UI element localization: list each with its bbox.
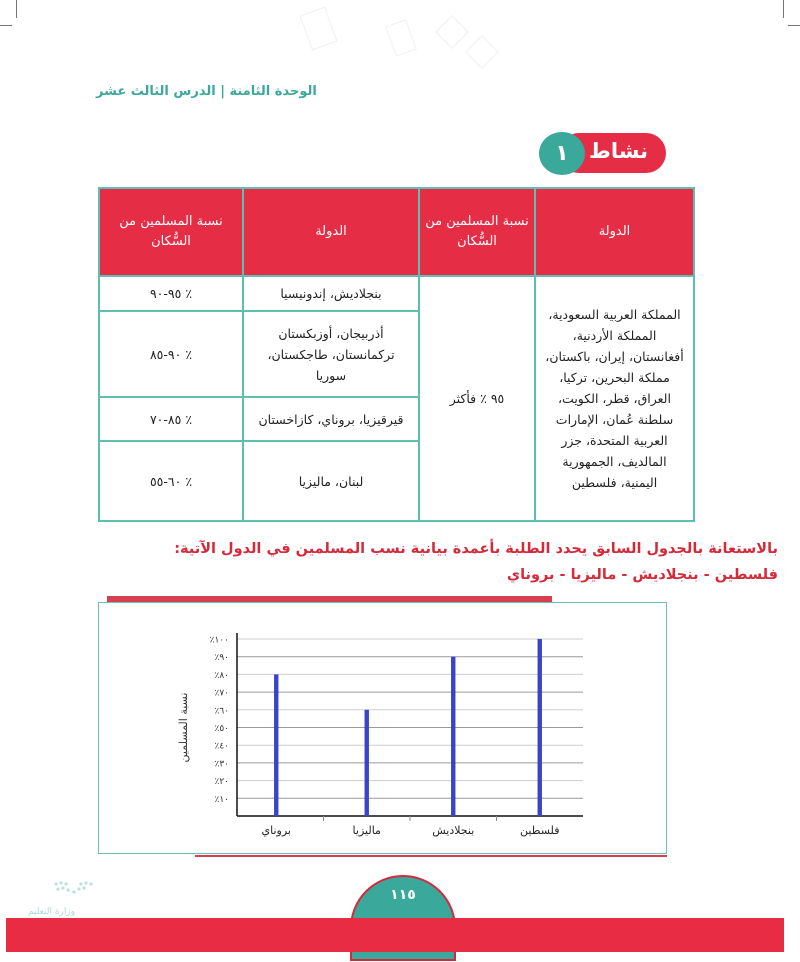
x-tick-label: فلسطين — [520, 824, 560, 837]
bar-2 — [365, 710, 369, 816]
table-header-row — [99, 188, 694, 276]
row-percentage: ٪ ٨٥-٧٠ — [99, 397, 243, 441]
bar-3 — [451, 657, 455, 816]
row-percentage: ٪ ٦٠-٥٥ — [99, 441, 243, 521]
y-tick-label: ٪٤٠ — [214, 741, 229, 752]
page-number: ١١٥ — [390, 887, 416, 903]
bar-4 — [538, 639, 542, 816]
muslim-population-table — [98, 187, 695, 522]
x-tick-label: ماليزيا — [352, 824, 381, 837]
row-percentage: ٪ ٩٥-٩٠ — [99, 276, 243, 311]
chart-frame — [98, 602, 667, 854]
crop-mark — [0, 25, 12, 26]
y-tick-label: ٪٦٠ — [214, 706, 229, 717]
activity-label: نشاط — [589, 139, 648, 163]
crop-mark — [788, 25, 800, 26]
ministry-logo-icon — [36, 878, 116, 906]
footer-bar — [6, 918, 784, 952]
activity-badge — [539, 132, 666, 175]
countries-95-plus: المملكة العربية السعودية، المملكة الأردنية، أفغانستان، إيران، باكستان، مملكة البحرين، تركيا، العراق، قطر، الكويت، سلطنة عُمان، الإمارات العربية المتحدة، جزر المالديف، الجمهورية اليمنية، فلسطين — [535, 276, 694, 521]
row-countries: بنجلاديش، إندونيسيا — [243, 276, 419, 311]
unit-lesson-title: الوحدة الثامنة | الدرس الثالث عشر — [96, 84, 317, 99]
instruction-line-1: بالاستعانة بالجدول السابق يحدد الطلبة بأعمدة بيانية نسب المسلمين في الدول الآتية: — [174, 541, 778, 557]
row-countries: لبنان، ماليزيا — [243, 441, 419, 521]
bar-chart — [99, 603, 668, 855]
decorative-shape — [435, 15, 469, 49]
y-tick-label: ٪٥٠ — [214, 724, 229, 734]
y-axis-label: نسبة المسلمين — [177, 692, 190, 763]
row-percentage: ٪ ٩٠-٨٥ — [99, 311, 243, 397]
crop-mark — [16, 0, 17, 18]
table-row — [99, 276, 694, 311]
percentage-95-plus: ٩٥ ٪ فأكثر — [419, 276, 535, 521]
activity-number: ١ — [539, 132, 585, 175]
header-percentage: نسبة المسلمين من السُّكان — [99, 188, 243, 276]
y-tick-label: ٪١٠٠ — [209, 635, 229, 646]
chart-bottom-accent-line — [195, 855, 667, 857]
y-tick-label: ٪٩٠ — [214, 653, 229, 664]
header-country: الدولة — [535, 188, 694, 276]
y-tick-label: ٪٧٠ — [214, 688, 229, 699]
x-tick-label: بروناي — [261, 824, 291, 837]
bar-1 — [274, 674, 278, 816]
header-country: الدولة — [243, 188, 419, 276]
y-tick-label: ٪٨٠ — [214, 670, 229, 681]
y-tick-label: ٪٣٠ — [214, 759, 229, 770]
y-tick-label: ٪٢٠ — [214, 777, 229, 788]
x-tick-label: بنجلاديش — [432, 824, 475, 837]
row-countries: قيرقيزيا، بروناي، كازاخستان — [243, 397, 419, 441]
crop-mark — [783, 0, 784, 18]
y-tick-label: ٪١٠ — [214, 794, 229, 805]
instruction-line-2: فلسطين - بنجلاديش - ماليزيا - بروناي — [506, 567, 778, 583]
ministry-name: وزارة التعليم — [28, 907, 76, 917]
header-percentage: نسبة المسلمين من السُّكان — [419, 188, 535, 276]
row-countries: أذربيجان، أوزبكستان تركمانستان، طاجكستان، سوريا — [243, 311, 419, 397]
decorative-shape — [385, 19, 417, 57]
decorative-shape — [465, 35, 499, 69]
decorative-shape — [299, 6, 337, 50]
